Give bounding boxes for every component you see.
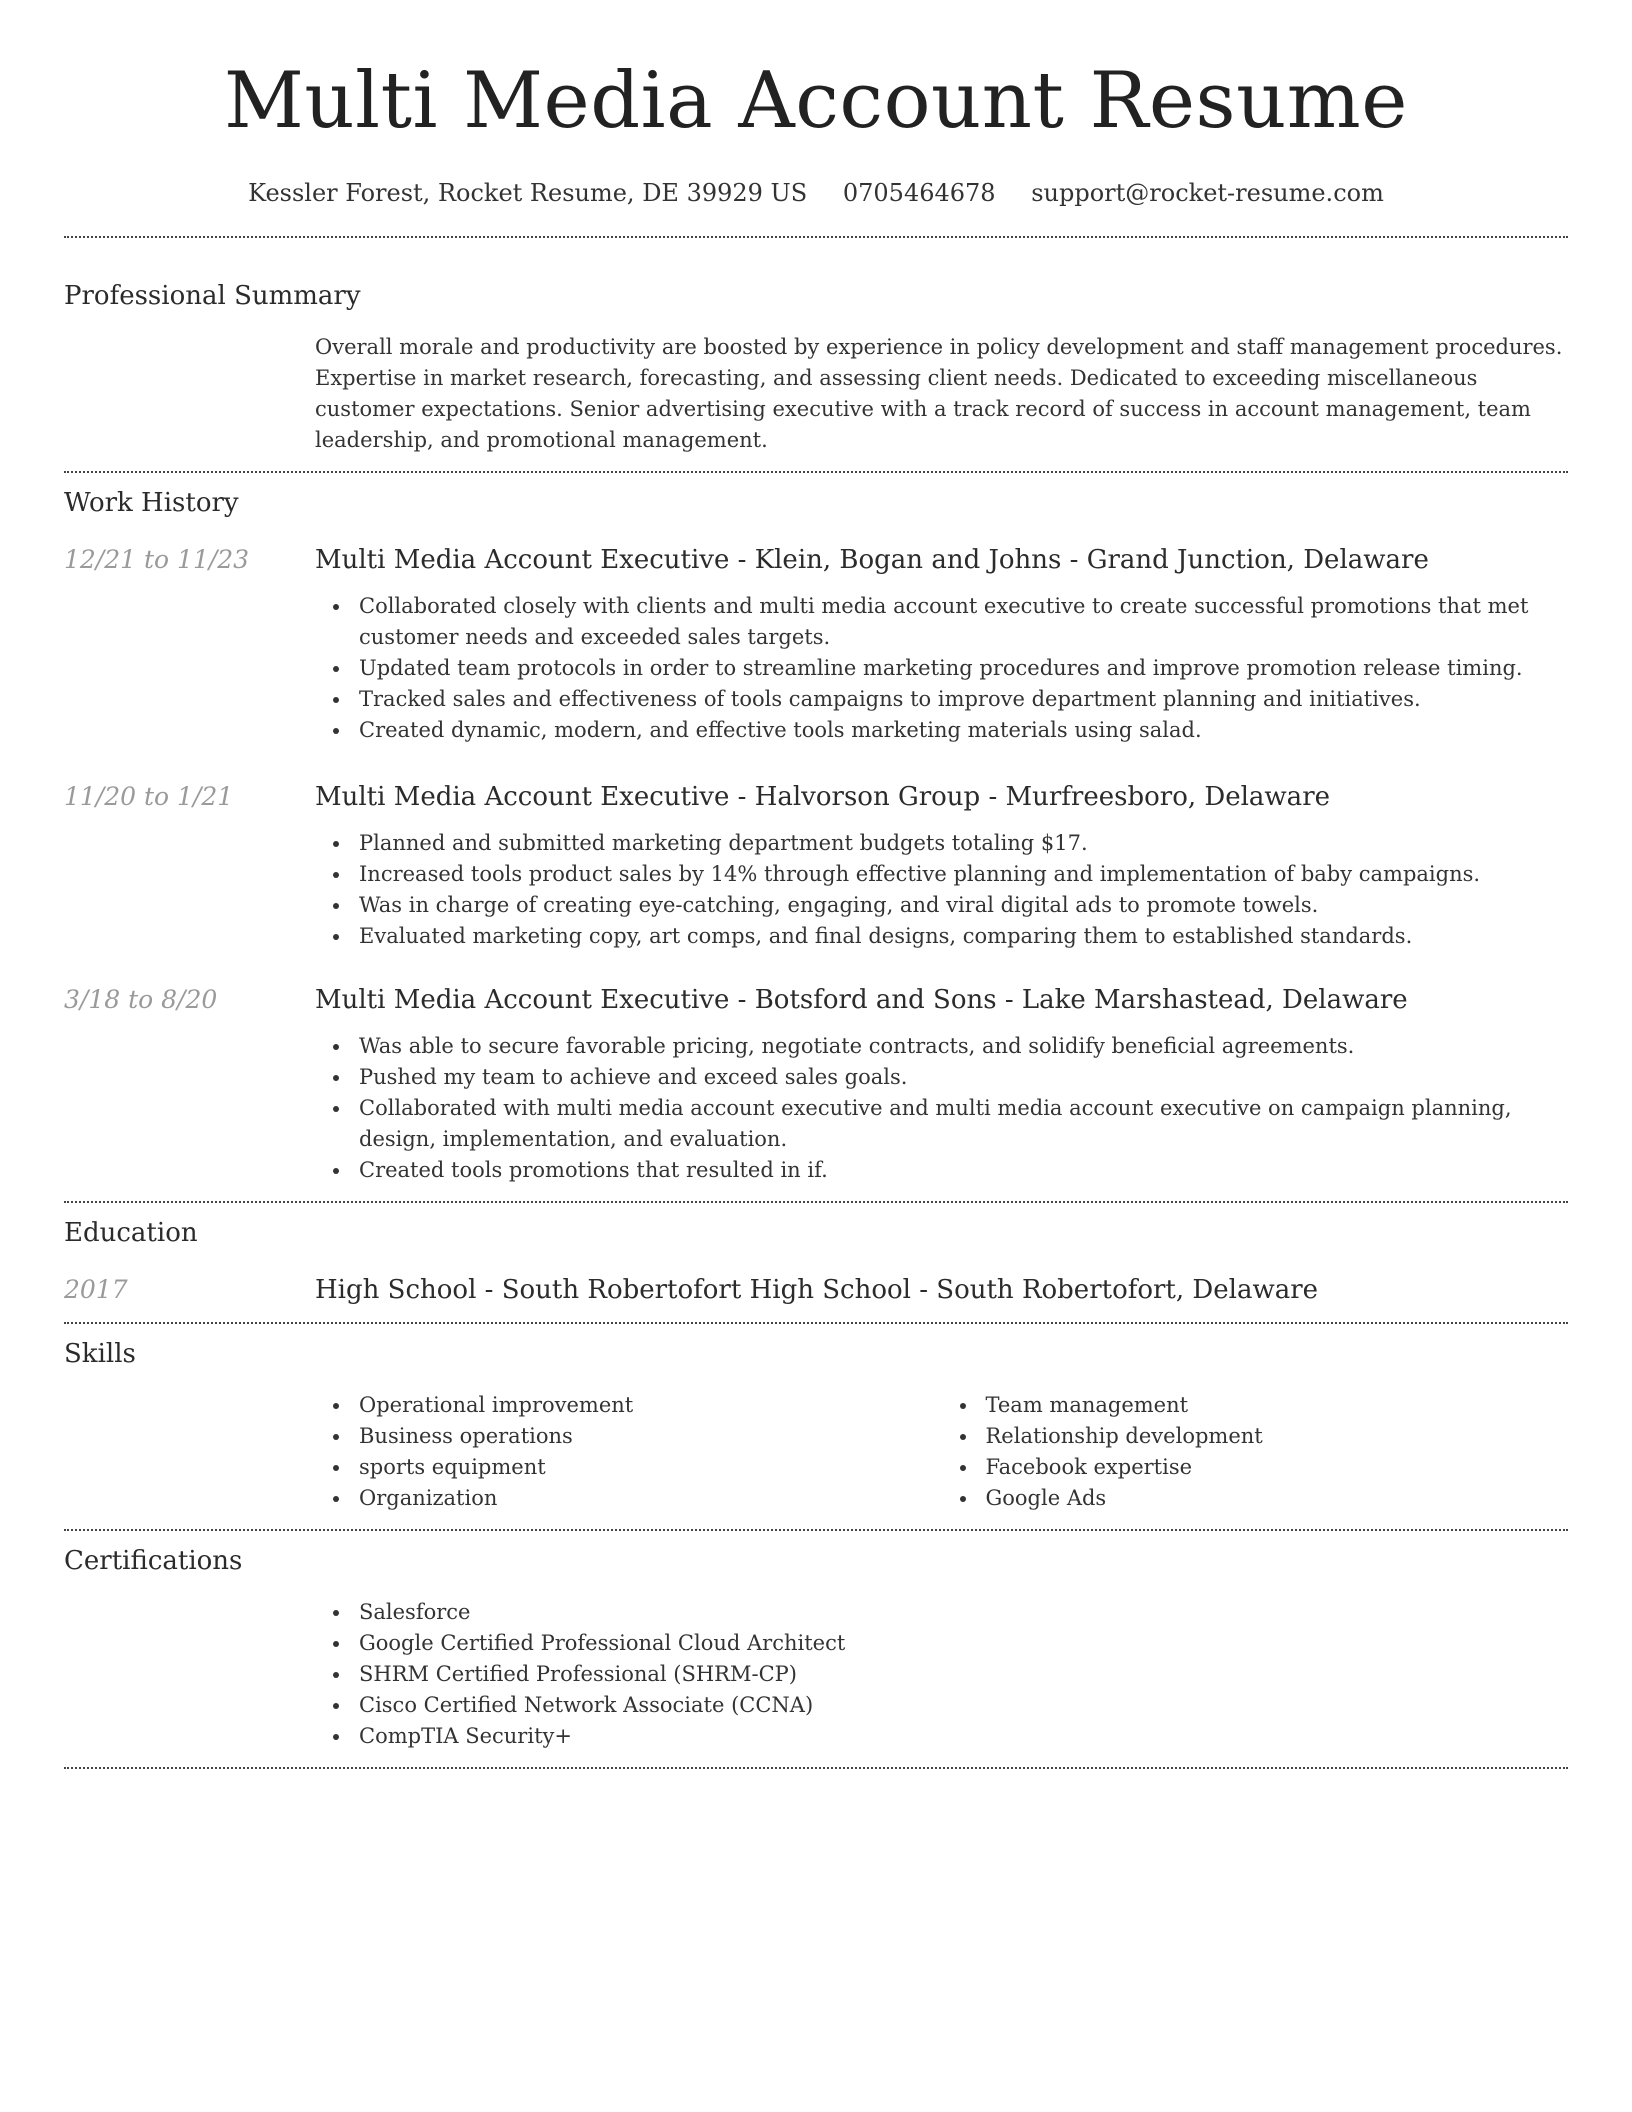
summary-text: Overall morale and productivity are boosted by experience in policy development and staff management procedures. Expertise in market research, forecasting, and assessing client needs. Dedicated to exceeding miscellaneous customer expectations. Senior advertising executive with a track record of success in account management, team leadership, and promotional management. (315, 335, 1563, 452)
contact-address: Kessler Forest, Rocket Resume, DE 39929 US (248, 179, 808, 207)
section-divider (64, 1322, 1568, 1324)
section-divider (64, 1201, 1568, 1203)
certifications-heading: Certifications (64, 1546, 243, 1576)
job-bullets (315, 828, 1568, 952)
job-entry (64, 780, 1568, 952)
education-heading: Education (64, 1218, 198, 1248)
skill-item: Relationship development (986, 1421, 1569, 1452)
job-bullet: Collaborated closely with clients and multi media account executive to create successful promotions that met customer needs and exceeded sales targets. (359, 591, 1568, 653)
certifications-list (315, 1597, 1568, 1752)
contact-phone: 0705464678 (842, 179, 996, 207)
job-content (315, 983, 1568, 1186)
job-bullet: Pushed my team to achieve and exceed sales goals. (359, 1062, 1568, 1093)
skills-list-right (942, 1390, 1569, 1514)
job-bullet: Created tools promotions that resulted in if. (359, 1155, 1568, 1186)
skills-grid (315, 1390, 1568, 1514)
certification-item: Salesforce (359, 1597, 1568, 1628)
section-divider (64, 1767, 1568, 1769)
resume-title: Multi Media Account Resume (224, 56, 1408, 146)
job-title: Multi Media Account Executive - Halvorson Group - Murfreesboro, Delaware (315, 782, 1331, 812)
section-divider (64, 471, 1568, 473)
certifications-block (315, 1597, 1568, 1752)
job-title: Multi Media Account Executive - Klein, Bogan and Johns - Grand Junction, Delaware (315, 545, 1429, 575)
certification-item: SHRM Certified Professional (SHRM-CP) (359, 1659, 1568, 1690)
job-dates: 12/21 to 11/23 (64, 545, 250, 574)
job-content (315, 780, 1568, 952)
job-entry (64, 543, 1568, 746)
job-bullet: Planned and submitted marketing department budgets totaling $17. (359, 828, 1568, 859)
resume-page (64, 0, 1568, 1769)
skill-item: Facebook expertise (986, 1452, 1569, 1483)
skill-item: Operational improvement (359, 1390, 942, 1421)
job-dates: 3/18 to 8/20 (64, 985, 218, 1014)
contact-email: support@rocket-resume.com (1031, 179, 1384, 207)
job-title: Multi Media Account Executive - Botsford and Sons - Lake Marshastead, Delaware (315, 985, 1408, 1015)
job-bullet: Collaborated with multi media account executive and multi media account executive on campaign planning, design, implementation, and evaluation. (359, 1093, 1568, 1155)
skill-item: Google Ads (986, 1483, 1569, 1514)
certification-item: Cisco Certified Network Associate (CCNA) (359, 1690, 1568, 1721)
skill-item: sports equipment (359, 1452, 942, 1483)
job-bullet: Was able to secure favorable pricing, negotiate contracts, and solidify beneficial agreements. (359, 1031, 1568, 1062)
job-bullets (315, 591, 1568, 746)
work-history-heading: Work History (64, 488, 239, 518)
skill-item: Team management (986, 1390, 1569, 1421)
job-bullet: Evaluated marketing copy, art comps, and final designs, comparing them to established standards. (359, 921, 1568, 952)
job-bullet: Created dynamic, modern, and effective tools marketing materials using salad. (359, 715, 1568, 746)
contact-line (64, 176, 1568, 210)
job-entry (64, 983, 1568, 1186)
job-bullets (315, 1031, 1568, 1186)
job-bullet: Was in charge of creating eye-catching, engaging, and viral digital ads to promote towels. (359, 890, 1568, 921)
job-dates: 11/20 to 1/21 (64, 782, 234, 811)
section-divider (64, 1529, 1568, 1531)
job-bullet: Updated team protocols in order to streamline marketing procedures and improve promotion release timing. (359, 653, 1568, 684)
job-content (315, 543, 1568, 746)
education-year: 2017 (64, 1275, 128, 1304)
skills-heading: Skills (64, 1339, 136, 1369)
education-detail: High School - South Robertofort High School - South Robertofort, Delaware (315, 1275, 1319, 1305)
certification-item: Google Certified Professional Cloud Architect (359, 1628, 1568, 1659)
skill-item: Organization (359, 1483, 942, 1514)
education-entry (64, 1273, 1568, 1307)
job-bullet: Tracked sales and effectiveness of tools campaigns to improve department planning and initiatives. (359, 684, 1568, 715)
certification-item: CompTIA Security+ (359, 1721, 1568, 1752)
section-divider (64, 236, 1568, 238)
skill-item: Business operations (359, 1421, 942, 1452)
skills-list-left (315, 1390, 942, 1514)
job-bullet: Increased tools product sales by 14% through effective planning and implementation of baby campaigns. (359, 859, 1568, 890)
summary-heading: Professional Summary (64, 281, 361, 311)
